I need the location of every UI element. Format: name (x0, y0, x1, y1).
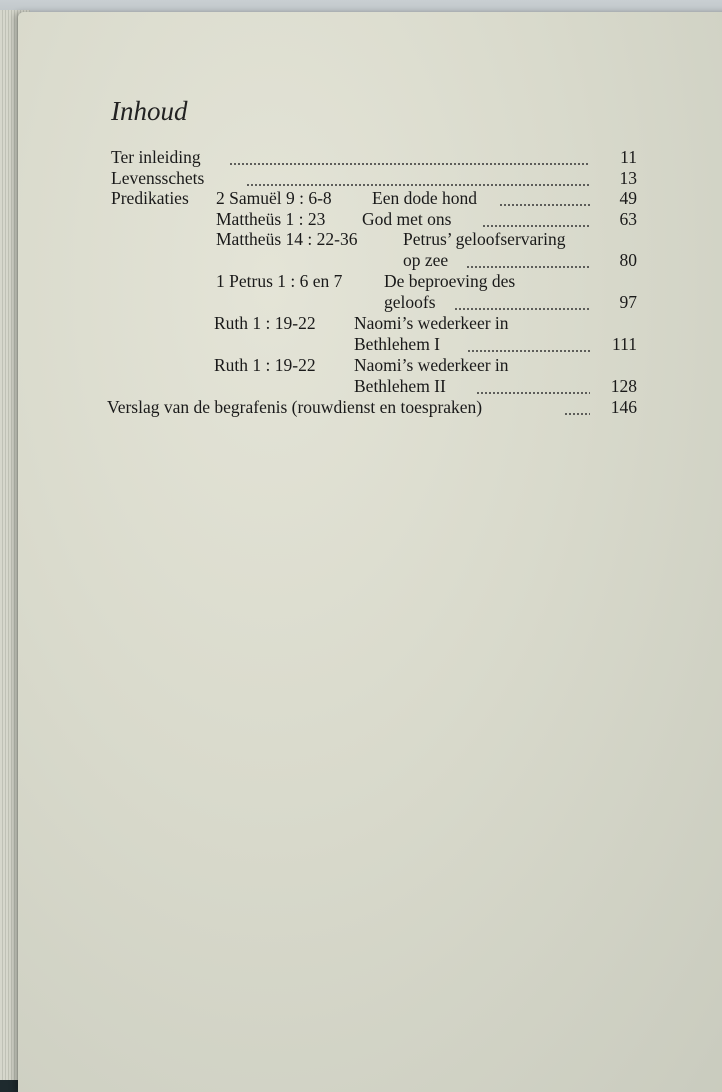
sermon-title: God met ons (362, 209, 452, 229)
sermon-title: Naomi’s wederkeer in (354, 355, 509, 375)
toc-entry-label: Ter inleiding (111, 147, 201, 167)
leader-dots (467, 350, 590, 352)
sermon-reference: Ruth 1 : 19-22 (214, 313, 316, 333)
toc-section-label: Predikaties (111, 188, 189, 208)
sermon-page: 80 (619, 250, 637, 270)
toc-entry-label: Levensschets (111, 168, 205, 188)
toc-entry-page: 13 (619, 168, 637, 188)
sermon-title-continued: op zee (403, 250, 449, 270)
leader-dots (454, 308, 590, 310)
toc-entry-page: 11 (620, 147, 637, 167)
toc-entry-label: Verslag van de begrafenis (rouwdienst en toespraken) (107, 397, 483, 417)
toc-heading: Inhoud (111, 96, 188, 126)
sermon-page: 111 (612, 334, 637, 354)
sermon-title: De beproeving des (384, 271, 516, 291)
sermon-reference: 1 Petrus 1 : 6 en 7 (216, 271, 343, 291)
leader-dots (482, 225, 590, 227)
leader-dots (564, 413, 590, 415)
sermon-page: 49 (619, 188, 637, 208)
sermon-title-continued: Bethlehem I (354, 334, 441, 354)
sermon-reference: Mattheüs 14 : 22-36 (216, 229, 358, 249)
leader-dots (246, 184, 590, 186)
leader-dots (499, 204, 590, 206)
leader-dots (466, 266, 590, 268)
toc-entry-page: 146 (610, 397, 637, 417)
sermon-title: Naomi’s wederkeer in (354, 313, 509, 333)
sermon-reference: Mattheüs 1 : 23 (216, 209, 326, 229)
sermon-reference: Ruth 1 : 19-22 (214, 355, 316, 375)
sermon-page: 63 (619, 209, 637, 229)
leader-dots (476, 392, 590, 394)
sermon-reference: 2 Samuël 9 : 6-8 (216, 188, 332, 208)
sermon-title-continued: geloofs (384, 292, 436, 312)
sermon-title: Een dode hond (372, 188, 477, 208)
sermon-title-continued: Bethlehem II (354, 376, 446, 396)
sermon-title: Petrus’ geloofservaring (403, 229, 566, 249)
leader-dots (229, 163, 590, 165)
sermon-page: 128 (610, 376, 637, 396)
sermon-page: 97 (619, 292, 637, 312)
